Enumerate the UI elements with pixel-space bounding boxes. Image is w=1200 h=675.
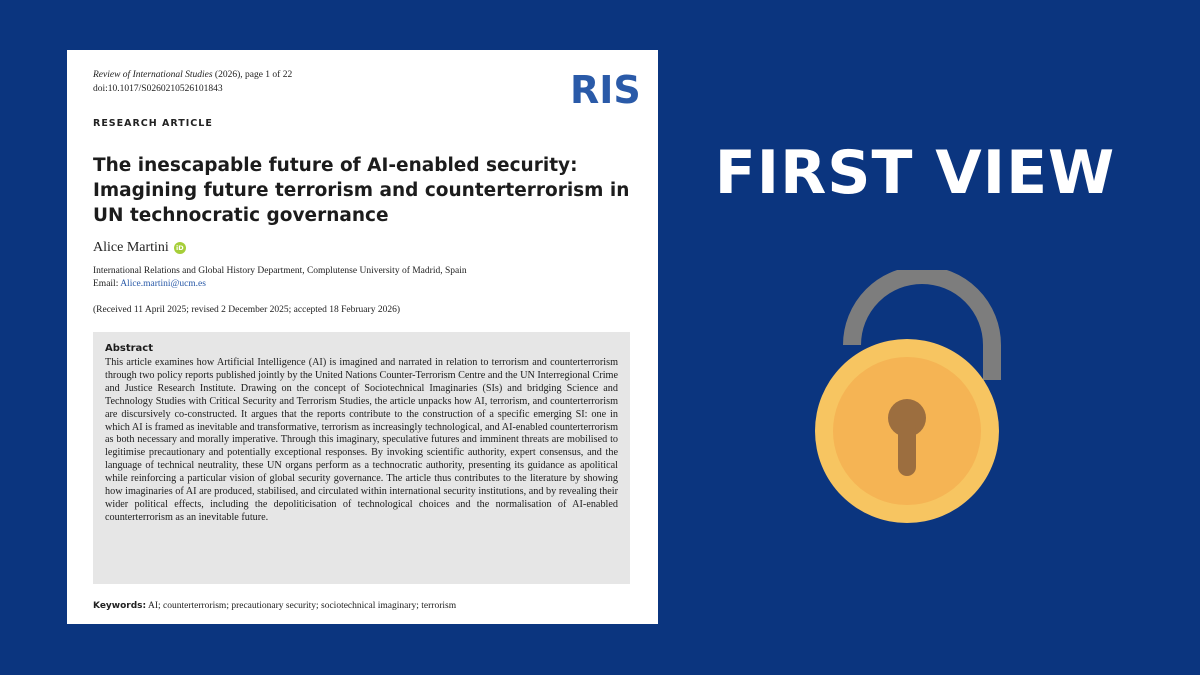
received-dates: (Received 11 April 2025; revised 2 December 2025; accepted 18 February 2026) — [93, 305, 400, 315]
abstract-heading: Abstract — [105, 343, 154, 354]
keywords-line — [93, 601, 456, 611]
article-title: The inescapable future of AI-enabled security: Imagining future terrorism and counterterrorism in UN technocratic governance — [93, 155, 630, 226]
article-type: RESEARCH ARTICLE — [93, 118, 213, 129]
paper-page — [67, 50, 658, 624]
email-label: Email: — [93, 279, 121, 289]
journal-logo: RIS — [570, 68, 641, 112]
author-line — [93, 240, 186, 256]
email-line — [93, 279, 206, 289]
journal-citation — [93, 70, 292, 80]
orcid-icon[interactable]: iD — [174, 242, 186, 254]
unlocked-padlock-icon — [800, 270, 1010, 530]
keyhole-slot — [898, 420, 916, 476]
doi: doi:10.1017/S0260210526101843 — [93, 84, 223, 94]
journal-detail: (2026), page 1 of 22 — [212, 70, 293, 80]
keywords-label: Keywords: — [93, 601, 147, 611]
first-view-banner: FIRST VIEW — [714, 138, 1116, 208]
journal-name: Review of International Studies — [93, 70, 213, 80]
email-link[interactable]: Alice.martini@ucm.es — [120, 279, 206, 289]
keywords-list: AI; counterterrorism; precautionary security; sociotechnical imaginary; terrorism — [146, 601, 457, 611]
affiliation: International Relations and Global History Department, Complutense University of Madrid, Spain — [93, 266, 467, 276]
author-name: Alice Martini — [93, 240, 169, 255]
abstract-box — [93, 332, 630, 584]
abstract-text: This article examines how Artificial Intelligence (AI) is imagined and narrated in relation to terrorism and counterterrorism through two policy reports published jointly by the United Nations Counter-Terrorism Centre and the UN Interregional Crime and Justice Research Institute. Drawing on the concept of Sociotechnical Imaginaries (SIs) and bridging Science and Technology Studies with Critical Security and Terrorism Studies, the article unpacks how AI, terrorism, and counterterrorism are discursively co-constructed. It argues that the reports contribute to the construction of a specific emerging SI: one in which AI is framed as inevitable and transformative, terrorism as increasingly technological, and AI-enabled counterterrorism as both necessary and morally imperative. Through this imaginary, speculative futures and imminent threats are mobilised to legitimise precautionary and potentially exceptional responses. By invoking scientific authority, expert consensus, and the language of technical neutrality, these UN organs perform as a technocratic authority, presenting its guidance as apolitical while reinforcing a particular vision of global security governance. The article thus contributes to the literature by showing how imaginaries of AI are produced, stabilised, and circulated within international security institutions, and by revealing their wider political effects, including the depoliticisation of technological choices and the normalisation of AI-enabled counterterrorism as an inevitable future. — [105, 357, 618, 523]
